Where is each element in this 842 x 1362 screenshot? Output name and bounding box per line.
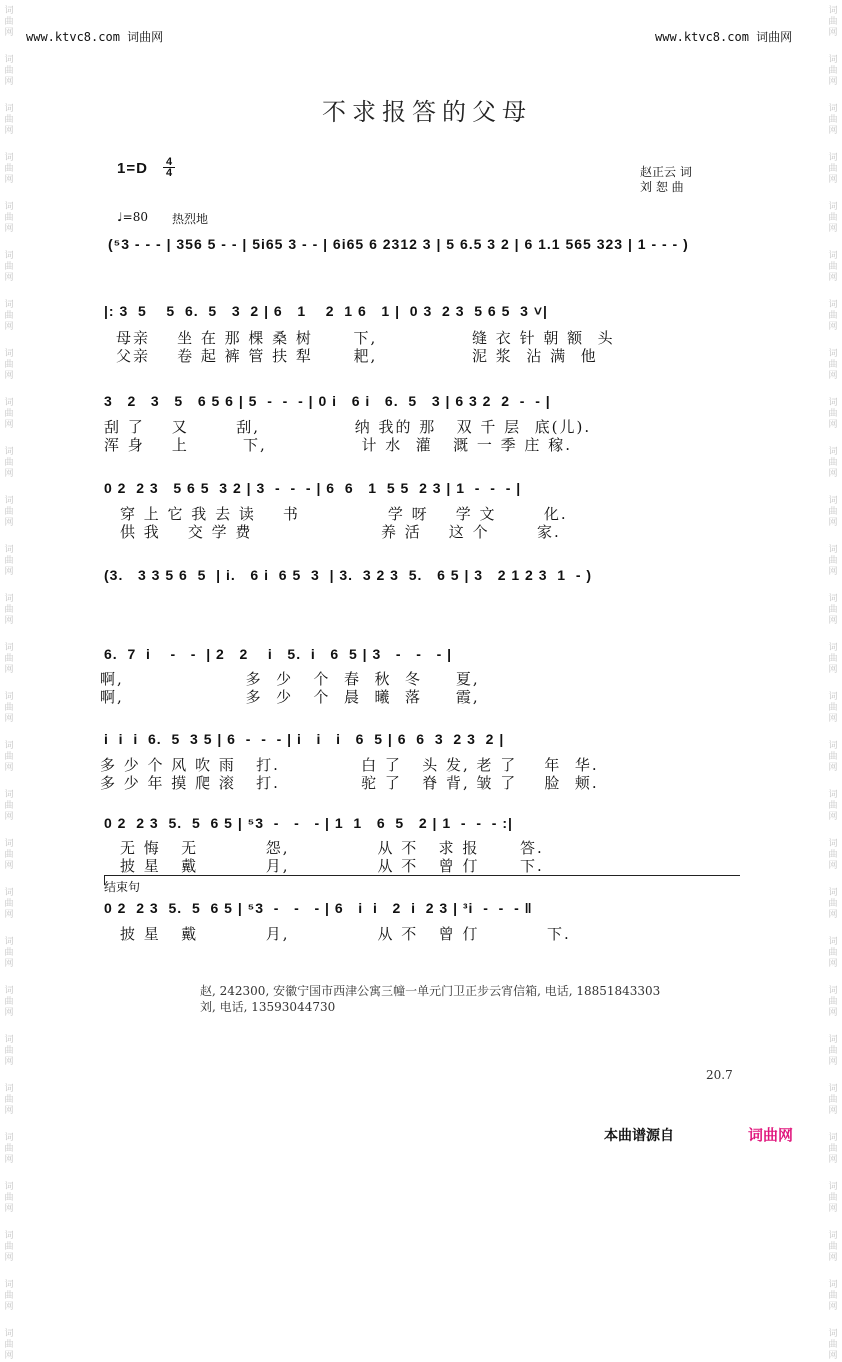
score-row-6: i i i 6. 5 3 5 | 6 - - - | i i i 6 5 | 6 6 3 2 3 2 | <box>104 731 505 747</box>
header-site-right: www.ktvc8.com 词曲网 <box>655 30 793 44</box>
score-row-2: 3 2 3 5 6 5 6 | 5 - - - | 0 i 6 i 6. 5 3 | 6 3 2 2 - - | <box>104 393 551 409</box>
side-watermark-text: 词 曲 网 <box>828 1231 838 1263</box>
lyrics-row-1-verse-1: 母亲 坐 在 那 棵 桑 树 下, 缝 衣 针 朝 额 头 <box>116 329 615 347</box>
side-watermark-text: 词 曲 网 <box>828 6 838 38</box>
header-site-left: www.ktvc8.com 词曲网 <box>26 30 164 44</box>
side-watermark-text: 词 曲 网 <box>4 643 14 675</box>
lyrics-row-2-verse-1: 刮 了 又 刮, 纳 我的 那 双 千 层 底(儿). <box>104 418 592 436</box>
side-watermark-text: 词 曲 网 <box>828 1182 838 1214</box>
side-watermark-text: 词 曲 网 <box>828 300 838 332</box>
side-watermark-text: 词 曲 网 <box>4 888 14 920</box>
side-watermark-text: 词 曲 网 <box>4 692 14 724</box>
time-signature: $\frac{4}{4}$ <box>163 157 175 178</box>
side-watermark-text: 词 曲 网 <box>828 349 838 381</box>
side-watermark-text: 词 曲 网 <box>4 398 14 430</box>
lyrics-row-6-verse-2: 多 少 年 摸 爬 滚 打. 驼 了 脊 背, 皱 了 脸 颊. <box>100 774 599 792</box>
side-watermark-text: 词 曲 网 <box>4 1182 14 1214</box>
side-watermark-text: 词 曲 网 <box>4 1035 14 1067</box>
side-watermark-text: 词 曲 网 <box>828 643 838 675</box>
coda-bracket-line <box>104 875 740 876</box>
side-watermark-text: 词 曲 网 <box>828 545 838 577</box>
side-watermark-text: 词 曲 网 <box>828 496 838 528</box>
expression-mark: 热烈地 <box>172 212 209 226</box>
side-watermark-text: 词 曲 网 <box>828 55 838 87</box>
side-watermark-text: 词 曲 网 <box>4 1329 14 1361</box>
side-watermark-text: 词 曲 网 <box>4 6 14 38</box>
side-watermark-text: 词 曲 网 <box>828 1133 838 1165</box>
lyrics-row-8-verse-1: 披 星 戴 月, 从 不 曾 仃 下. <box>120 925 571 943</box>
intro-line: (⁵3 - - - | 356 5 - - | 5i65 3 - - | 6i65 6 2312 3 | 5 6.5 3 2 | 6 1.1 565 323 | 1 - - - ) <box>108 236 689 252</box>
song-title: 不求报答的父母 <box>322 98 532 126</box>
lyrics-row-5-verse-2: 啊, 多 少 个 晨 曦 落 霞, <box>100 688 480 706</box>
side-watermark-text: 词 曲 网 <box>828 1280 838 1312</box>
source-label: 本曲谱源自 <box>604 1128 674 1144</box>
score-row-1: |: 3 5 5 6. 5 3 2 | 6 1 2 1 6 1 | 0 3 2 3 5 6 5 3 ˅| <box>104 303 548 319</box>
page-number: 20.7 <box>706 1068 733 1082</box>
side-watermark-text: 词 曲 网 <box>4 349 14 381</box>
side-watermark-text: 词 曲 网 <box>4 153 14 185</box>
lyrics-row-3-verse-1: 穿 上 它 我 去 读 书 学 呀 学 文 化. <box>120 505 568 523</box>
side-watermark-text: 词 曲 网 <box>4 545 14 577</box>
side-watermark-text: 词 曲 网 <box>828 839 838 871</box>
right-watermark-strip <box>826 0 840 1361</box>
side-watermark-text: 词 曲 网 <box>4 1133 14 1165</box>
score-row-3: 0 2 2 3 5 6 5 3 2 | 3 - - - | 6 6 1 5 5 2 3 | 1 - - - | <box>104 480 522 496</box>
side-watermark-text: 词 曲 网 <box>828 692 838 724</box>
lyrics-row-1-verse-2: 父亲 卷 起 裤 管 扶 犁 耙, 泥 浆 沾 满 他 <box>116 347 598 365</box>
side-watermark-text: 词 曲 网 <box>828 937 838 969</box>
contact-line-2: 刘, 电话, 13593044730 <box>200 1000 336 1014</box>
side-watermark-text: 词 曲 网 <box>828 202 838 234</box>
lyrics-row-6-verse-1: 多 少 个 风 吹 雨 打. 白 了 头 发, 老 了 年 华. <box>100 756 599 774</box>
key-signature: 1=D <box>117 160 148 177</box>
score-row-5: 6. 7 i - - | 2 2 i 5. i 6 5 | 3 - - - | <box>104 646 453 662</box>
side-watermark-text: 词 曲 网 <box>4 986 14 1018</box>
side-watermark-text: 词 曲 网 <box>828 153 838 185</box>
contact-line-1: 赵, 242300, 安徽宁国市西津公寓三幢一单元门卫正步云宵信箱, 电话, 18851843303 <box>200 984 661 998</box>
side-watermark-text: 词 曲 网 <box>4 55 14 87</box>
side-watermark-text: 词 曲 网 <box>4 937 14 969</box>
side-watermark-text: 词 曲 网 <box>4 1280 14 1312</box>
side-watermark-text: 词 曲 网 <box>828 447 838 479</box>
side-watermark-text: 词 曲 网 <box>4 104 14 136</box>
side-watermark-text: 词 曲 网 <box>4 594 14 626</box>
side-watermark-text: 词 曲 网 <box>4 741 14 773</box>
lyrics-row-7-verse-1: 无 悔 无 怨, 从 不 求 报 答. <box>120 839 544 857</box>
side-watermark-text: 词 曲 网 <box>4 251 14 283</box>
side-watermark-text: 词 曲 网 <box>828 1329 838 1361</box>
left-watermark-strip <box>2 0 16 1361</box>
side-watermark-text: 词 曲 网 <box>828 986 838 1018</box>
lyrics-row-5-verse-1: 啊, 多 少 个 春 秋 冬 夏, <box>100 670 480 688</box>
score-row-8: 0 2 2 3 5. 5 6 5 | ⁵3 - - - | 6 i i 2 i 2 3 | ³i - - - ‖ <box>104 900 533 916</box>
lyricist-credit: 赵正云 词 <box>640 165 692 179</box>
side-watermark-text: 词 曲 网 <box>4 447 14 479</box>
side-watermark-text: 词 曲 网 <box>4 1231 14 1263</box>
lyrics-row-3-verse-2: 供 我 交 学 费 养 活 这 个 家. <box>120 523 561 541</box>
side-watermark-text: 词 曲 网 <box>4 1084 14 1116</box>
coda-label: 结束句 <box>104 880 141 894</box>
brand-logo[interactable]: 词曲网 <box>748 1126 794 1144</box>
side-watermark-text: 词 曲 网 <box>828 888 838 920</box>
side-watermark-text: 词 曲 网 <box>828 104 838 136</box>
composer-credit: 刘 恕 曲 <box>640 180 684 194</box>
side-watermark-text: 词 曲 网 <box>828 398 838 430</box>
tempo-mark: ♩=80 <box>117 210 148 224</box>
side-watermark-text: 词 曲 网 <box>4 839 14 871</box>
side-watermark-text: 词 曲 网 <box>4 202 14 234</box>
score-row-7: 0 2 2 3 5. 5 6 5 | ⁵3 - - - | 1 1 6 5 2 | 1 - - - :| <box>104 815 513 831</box>
side-watermark-text: 词 曲 网 <box>828 790 838 822</box>
side-watermark-text: 词 曲 网 <box>828 1035 838 1067</box>
side-watermark-text: 词 曲 网 <box>828 1084 838 1116</box>
lyrics-row-7-verse-2: 披 星 戴 月, 从 不 曾 仃 下. <box>120 857 544 875</box>
side-watermark-text: 词 曲 网 <box>828 741 838 773</box>
lyrics-row-2-verse-2: 浑 身 上 下, 计 水 灌 溉 一 季 庄 稼. <box>104 436 572 454</box>
interlude-row: (3. 3 3 5 6 5 | i. 6 i 6 5 3 | 3. 3 2 3 5. 6 5 | 3 2 1 2 3 1 - ) <box>104 567 593 583</box>
side-watermark-text: 词 曲 网 <box>4 300 14 332</box>
side-watermark-text: 词 曲 网 <box>828 251 838 283</box>
side-watermark-text: 词 曲 网 <box>828 594 838 626</box>
side-watermark-text: 词 曲 网 <box>4 790 14 822</box>
side-watermark-text: 词 曲 网 <box>4 496 14 528</box>
